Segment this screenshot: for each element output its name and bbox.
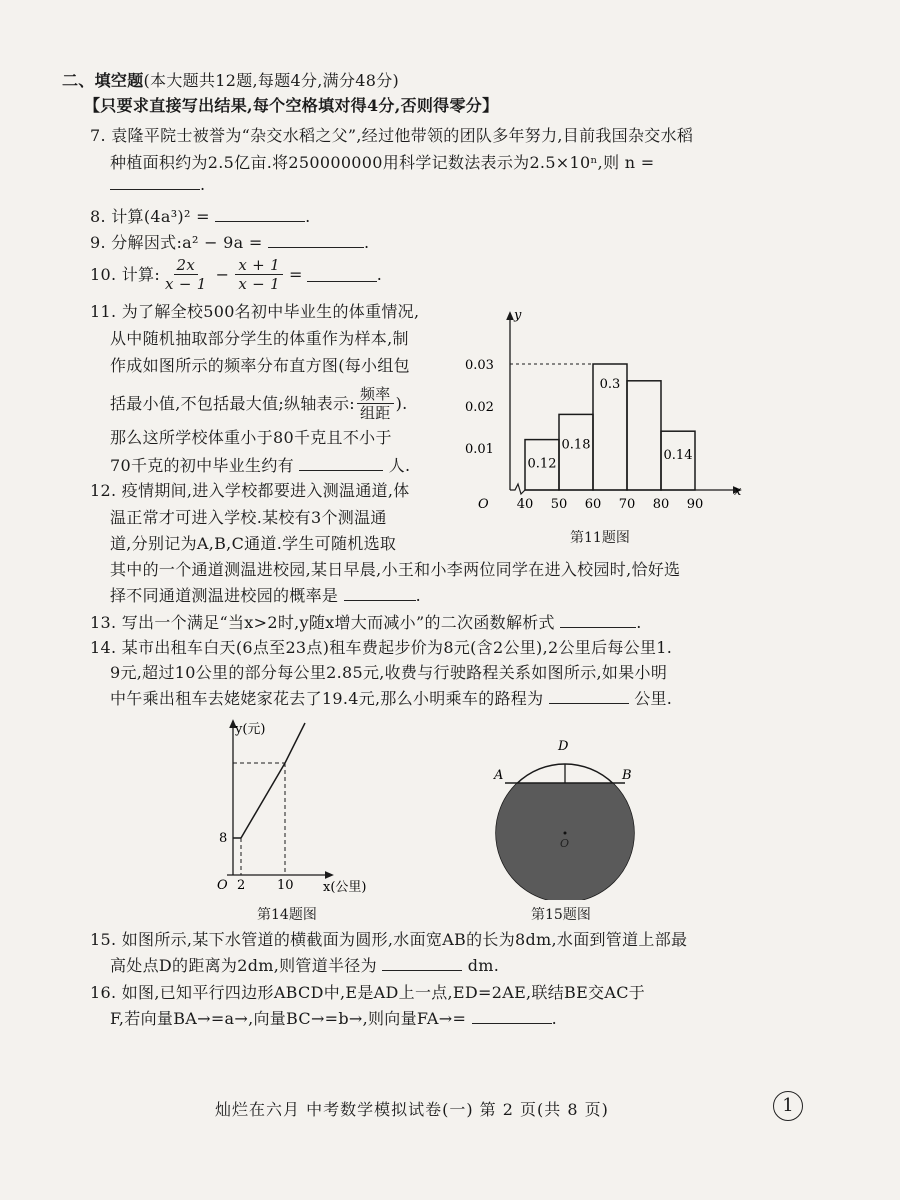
section-instruction: 【只要求直接写出结果,每个空格填对得4分,否则得零分】 <box>84 96 499 115</box>
q15-figure <box>488 735 648 900</box>
q11-frac-num: 频率 <box>357 385 394 404</box>
q10-fraction-1 <box>162 256 210 293</box>
q7-line2 <box>110 152 654 174</box>
hist-x-tick: 70 <box>618 497 636 512</box>
q11-caption: 第11题图 <box>570 530 630 546</box>
q14-x-tick2: 10 <box>277 878 294 893</box>
q11-histogram <box>450 305 750 515</box>
q11-line1: 11. 为了解全校500名初中毕业生的体重情况, <box>90 302 420 321</box>
label-d: D <box>558 739 569 754</box>
q14-x-label: x(公里) <box>323 880 367 895</box>
q14-segment-3 <box>285 723 305 763</box>
q14-y-label: y(元) <box>235 722 266 737</box>
hist-y-label: y <box>514 308 522 323</box>
q16-answer-blank <box>472 1009 552 1024</box>
q14-line3a: 中午乘出租车去姥姥家花去了19.4元,那么小明乘车的路程为 <box>110 689 544 708</box>
q11-line4b: ). <box>395 393 408 413</box>
hist-x-tick: 80 <box>652 497 670 512</box>
q14-caption: 第14题图 <box>257 907 317 923</box>
q11-axis-fraction <box>357 385 394 422</box>
q11-line5: 那么这所学校体重小于80千克且不小于 <box>110 428 392 447</box>
q14-line3b: 公里. <box>634 689 673 708</box>
q10-frac1-den: x − 1 <box>165 275 207 293</box>
hist-bar-label: 0.14 <box>663 448 693 464</box>
q12-line3: 道,分别记为A,B,C通道.学生可随机选取 <box>110 534 397 553</box>
q11-line6b: 人. <box>388 456 411 475</box>
page-footer: 灿烂在六月 中考数学模拟试卷(一) 第 2 页(共 8 页) <box>215 1100 609 1119</box>
q9-answer-blank <box>268 233 364 248</box>
hist-bar-label: 0.3 <box>599 377 621 392</box>
q9-text: 9. 分解因式:a² − 9a = <box>90 233 263 252</box>
q15-answer-blank <box>382 956 462 971</box>
q10-answer-blank <box>307 267 377 282</box>
q14-line3 <box>110 688 672 710</box>
label-b: B <box>622 768 632 783</box>
hist-axis-break <box>510 484 525 494</box>
q13: 13. 写出一个满足“当x>2时,y随x增大而减小”的二次函数解析式 . <box>90 613 642 632</box>
section-title: 二、填空题 <box>62 71 144 90</box>
q10-frac2-den: x − 1 <box>238 275 280 293</box>
q15-caption: 第15题图 <box>531 907 591 923</box>
hist-x-tick: 50 <box>550 497 568 512</box>
q10-frac2-num: x + 1 <box>235 256 283 275</box>
q14-segment-2 <box>241 763 285 838</box>
q15-line1: 15. 如图所示,某下水管道的横截面为圆形,水面宽AB的长为8dm,水面到管道上部最 <box>90 930 688 949</box>
q14-line1: 14. 某市出租车白天(6点至23点)租车费起步价为8元(含2公里),2公里后每公里1. <box>90 638 673 657</box>
q16-line2-text: F,若向量BA→=a→,向量BC→=b→,则向量FA→= <box>110 1009 467 1028</box>
q10-minus: − <box>215 264 230 284</box>
q13-text: 13. 写出一个满足“当x>2时,y随x增大而减小”的二次函数解析式 <box>90 613 555 632</box>
q14-graph <box>205 715 395 895</box>
hist-bar-label: 0.12 <box>527 456 557 472</box>
hist-x-label: x <box>734 484 742 499</box>
q9: 9. 分解因式:a² − 9a = . <box>90 233 370 252</box>
q11-line2: 从中随机抽取部分学生的体重作为样本,制 <box>110 329 409 348</box>
q7-line1: 7. 袁隆平院士被誉为“杂交水稻之父”,经过他带领的团队多年努力,目前我国杂交水稻 <box>90 126 694 145</box>
q16-line1: 16. 如图,已知平行四边形ABCD中,E是AD上一点,ED=2AE,联结BE交AC于 <box>90 983 646 1002</box>
q11-line6a: 70千克的初中毕业生约有 <box>110 456 294 475</box>
q11-frac-den: 组距 <box>359 404 391 422</box>
hist-x-tick: 60 <box>584 497 602 512</box>
q10-equals: = <box>288 264 303 284</box>
q12-line1: 12. 疫情期间,进入学校都要进入测温通道,体 <box>90 481 410 500</box>
q7-line2-text: 种植面积约为2.5亿亩.将250000000用科学记数法表示为2.5×10ⁿ,则 n = <box>110 153 655 172</box>
q16-line2: F,若向量BA→=a→,向量BC→=b→,则向量FA→= . <box>110 1009 557 1028</box>
q7-answer-blank <box>110 175 200 190</box>
q8-answer-blank <box>215 207 305 222</box>
q14-origin: O <box>217 878 228 893</box>
hist-y-tick: 0.03 <box>465 358 494 373</box>
q10-prefix: 10. 计算: <box>90 264 161 284</box>
q14-x-tick1: 2 <box>237 878 246 893</box>
q15-line2a: 高处点D的距离为2dm,则管道半径为 <box>110 956 377 975</box>
q12-line5: 择不同通道测温进校园的概率是 . <box>110 586 421 605</box>
q11-line6 <box>110 455 410 477</box>
page-circle-number: 1 <box>773 1091 803 1121</box>
hist-origin: O <box>478 497 489 512</box>
label-o: O <box>560 837 570 850</box>
q11-line4a: 括最小值,不包括最大值;纵轴表示: <box>110 393 355 413</box>
center-point <box>564 832 567 835</box>
q8-text: 8. 计算(4a³)² = <box>90 207 210 226</box>
q10-frac1-num: 2x <box>174 256 199 275</box>
q15-line2 <box>110 955 499 977</box>
q12-line4: 其中的一个通道测温进校园,某日早晨,小王和小李两位同学在进入校园时,恰好选 <box>110 560 681 579</box>
q11-line3: 作成如图所示的频率分布直方图(每小组包 <box>110 356 410 375</box>
hist-y-tick: 0.02 <box>465 400 494 415</box>
q12-answer-blank <box>344 586 416 601</box>
q13-answer-blank <box>560 613 636 628</box>
q12-line2: 温正常才可进入学校.某校有3个测温通 <box>110 508 387 527</box>
hist-x-tick: 90 <box>686 497 704 512</box>
q15-line2b: dm. <box>467 956 500 975</box>
q14-line2: 9元,超过10公里的部分每公里2.85元,收费与行驶路程关系如图所示,如果小明 <box>110 663 668 682</box>
q11-answer-blank <box>299 456 383 471</box>
q14-y-tick: 8 <box>219 831 228 846</box>
q12-line5-text: 择不同通道测温进校园的概率是 <box>110 586 339 605</box>
q10-fraction-2 <box>235 256 283 293</box>
section-desc: (本大题共12题,每题4分,满分48分) <box>143 71 400 90</box>
hist-x-tick: 40 <box>516 497 534 512</box>
q10: 10. 计算: $\frac{2x}{x - 1}$ − $\frac{x + 1}{x - 1}$ = . <box>90 256 383 293</box>
q7-answer: . <box>110 174 205 196</box>
q8: 8. 计算(4a³)² = . <box>90 207 311 226</box>
hist-bar <box>627 381 661 490</box>
hist-y-tick: 0.01 <box>465 442 494 457</box>
label-a: A <box>494 768 504 783</box>
section-header <box>62 70 399 92</box>
q11-line4 <box>110 385 408 422</box>
hist-bar-label: 0.18 <box>561 437 591 453</box>
q14-answer-blank <box>549 689 629 704</box>
